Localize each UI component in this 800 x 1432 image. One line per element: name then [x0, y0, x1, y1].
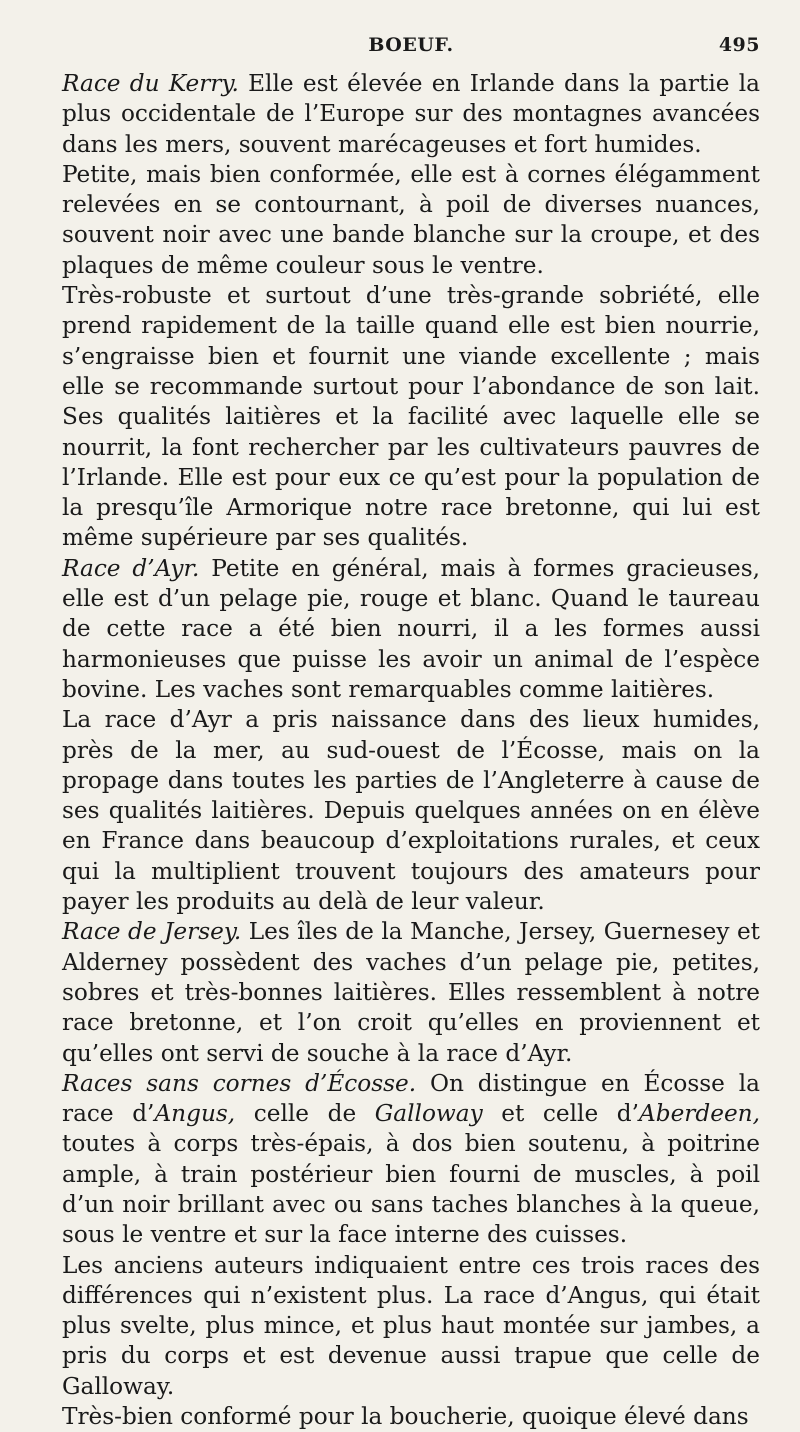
paragraph: [62, 705, 760, 917]
body-text: [62, 69, 760, 1432]
breed-name-galloway: Galloway: [374, 1100, 483, 1128]
paragraph-text: Très-bien conformé pour la boucherie, quoique élevé dans: [62, 1403, 749, 1431]
paragraph-text: et celle d’: [482, 1100, 639, 1128]
paragraph-text: toutes à corps très-épais, à dos bien soutenu, à poitrine ample, à train postérieur bien fourni de muscles, à poil d’un noir brillant avec ou sans taches blanches à la queue, sous le ventre et sur la face interne des cuisses.: [62, 1130, 760, 1249]
paragraph: [62, 281, 760, 554]
paragraph-lead: Race du Kerry.: [62, 70, 239, 97]
paragraph-text: Les anciens auteurs indiquaient entre ces trois races des différences qui n’existent plus. La race d’Angus, qui était plus svelte, plus mince, et plus haut montée sur jambes, a pris du corps et est devenue aussi trapue que celle de Galloway.: [62, 1251, 760, 1400]
paragraph-text: Elle est élevée en Irlande dans la partie la plus occidentale de l’Europe sur des montagnes avancées dans les mers, souvent marécageuses et fort humides.: [62, 70, 760, 158]
paragraph-kerry: [62, 69, 760, 160]
paragraph: [62, 1402, 760, 1432]
page-number: 495: [718, 34, 760, 56]
paragraph: [62, 1251, 760, 1402]
paragraph-text: Les îles de la Manche, Jersey, Guernesey et Alderney possèdent des vaches d’un pelage pie, petites, sobres et très-bonnes laitières. Elles ressemblent à notre race bretonne, et l’on croit qu’elles en proviennent et qu’elles ont servi de souche à la race d’Ayr.: [62, 918, 760, 1067]
breed-name-angus: Angus,: [154, 1100, 236, 1128]
paragraph-lead: Races sans cornes d’Écosse.: [62, 1069, 417, 1097]
paragraph-text: Petite en général, mais à formes gracieuses, elle est d’un pelage pie, rouge et blanc. Quand le taureau de cette race a été bien nourri, il a les formes aussi harmonieuses que puisse les avoir un animal de l’espèce bovine. Les vaches sont remarquables comme laitières.: [62, 554, 760, 703]
page-header: [62, 30, 760, 66]
paragraph-text: On distingue en Écosse la race d’: [62, 1069, 760, 1128]
paragraph: [62, 160, 760, 281]
paragraph-scotland: [62, 1069, 760, 1251]
paragraph-lead: Race d’Ayr.: [62, 554, 200, 582]
paragraph-ayr: [62, 554, 760, 705]
paragraph-text: Très-robuste et surtout d’une très-grande sobriété, elle prend rapidement de la taille quand elle est bien nourrie, s’engraisse bien et fournit une viande excellente ; mais elle se recommande surtout pour l’abondance de son lait. Ses qualités laitières et la facilité avec laquelle elle se nourrit, la font rechercher par les cultivateurs pauvres de l’Irlande. Elle est pour eux ce qu’est pour la population de la presqu’île Armorique notre race bretonne, qui lui est même supérieure par ses qualités.: [62, 282, 760, 552]
paragraph-text: Petite, mais bien conformée, elle est à cornes élégamment relevées en se contournant, à poil de diverses nuances, souvent noir avec une bande blanche sur la croupe, et des plaques de même couleur sous le ventre.: [62, 160, 760, 279]
paragraph-jersey: [62, 917, 760, 1068]
paragraph-text: celle de: [235, 1100, 375, 1128]
paragraph-lead: Race de Jersey.: [62, 918, 242, 946]
paragraph-text: La race d’Ayr a pris naissance dans des lieux humides, près de la mer, au sud-ouest de l’Écosse, mais on la propage dans toutes les parties de l’Angleterre à cause de ses qualités laitières. Depuis quelques années on en élève en France dans beaucoup d’exploitations rurales, et ceux qui la multiplient trouvent toujours des amateurs pour payer les produits au delà de leur valeur.: [62, 706, 760, 916]
running-head: BOEUF.: [368, 34, 454, 56]
breed-name-aberdeen: Aberdeen,: [639, 1100, 760, 1128]
